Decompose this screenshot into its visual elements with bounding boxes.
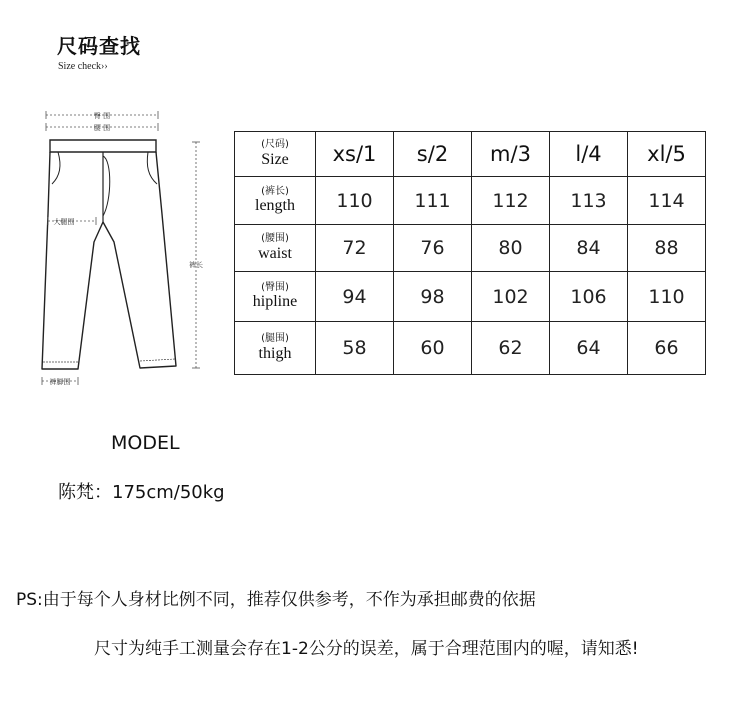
size-cell: xl/5: [628, 132, 706, 177]
table-cell: 98: [394, 272, 472, 322]
pants-outline-icon: [28, 104, 228, 394]
hip-measure-label: 臀 围: [93, 112, 111, 120]
pants-diagram: [28, 104, 228, 394]
table-row-size: [235, 132, 706, 177]
size-table: [234, 131, 706, 375]
model-info: 陈梵：175cm/50kg: [58, 482, 225, 503]
model-title: MODEL: [111, 432, 180, 454]
row-header: [235, 272, 316, 322]
page-title: 尺码查找: [57, 34, 141, 58]
waist-measure-label: 腰 围: [93, 124, 111, 132]
table-row-length: [235, 177, 706, 225]
table-cell: 84: [550, 225, 628, 272]
table-cell: 113: [550, 177, 628, 225]
length-measure-label: 裤长: [189, 261, 203, 269]
table-cell: 58: [316, 322, 394, 375]
header: [57, 30, 141, 72]
size-cell: m/3: [472, 132, 550, 177]
size-cell: s/2: [394, 132, 472, 177]
table-row-thigh: [235, 322, 706, 375]
row-header-zh: (尺码): [261, 139, 289, 151]
table-row-hipline: [235, 272, 706, 322]
row-header: [235, 225, 316, 272]
row-header-en: Size: [261, 150, 289, 168]
table-cell: 60: [394, 322, 472, 375]
table-cell: 64: [550, 322, 628, 375]
table-cell: 111: [394, 177, 472, 225]
row-header-en: waist: [258, 244, 292, 262]
table-row-waist: [235, 225, 706, 272]
table-cell: 66: [628, 322, 706, 375]
hem-measure-label: 裤脚围: [49, 378, 71, 386]
table-cell: 106: [550, 272, 628, 322]
row-header: [235, 132, 316, 177]
row-header-zh: (裤长): [261, 185, 289, 197]
page-subtitle: Size check››: [58, 61, 108, 72]
table-cell: 80: [472, 225, 550, 272]
row-header: [235, 177, 316, 225]
table-cell: 102: [472, 272, 550, 322]
row-header-zh: (臀围): [261, 281, 289, 293]
size-cell: l/4: [550, 132, 628, 177]
disclaimer-note: PS:由于每个人身材比例不同，推荐仅供参考，不作为承担邮费的依据: [16, 590, 536, 610]
measurement-note: 尺寸为纯手工测量会存在1-2公分的误差，属于合理范围内的喔，请知悉!: [94, 639, 639, 659]
table-cell: 76: [394, 225, 472, 272]
table-cell: 72: [316, 225, 394, 272]
thigh-measure-label: 大腿围: [53, 218, 75, 226]
table-cell: 114: [628, 177, 706, 225]
table-cell: 110: [316, 177, 394, 225]
table-cell: 112: [472, 177, 550, 225]
table-cell: 88: [628, 225, 706, 272]
row-header-en: hipline: [252, 293, 298, 311]
row-header-zh: (腿围): [261, 333, 289, 345]
size-cell: xs/1: [316, 132, 394, 177]
row-header: [235, 322, 316, 375]
table-cell: 94: [316, 272, 394, 322]
row-header-en: thigh: [258, 344, 292, 362]
table-cell: 110: [628, 272, 706, 322]
table-cell: 62: [472, 322, 550, 375]
row-header-zh: (腰围): [261, 233, 289, 245]
row-header-en: length: [255, 197, 295, 215]
